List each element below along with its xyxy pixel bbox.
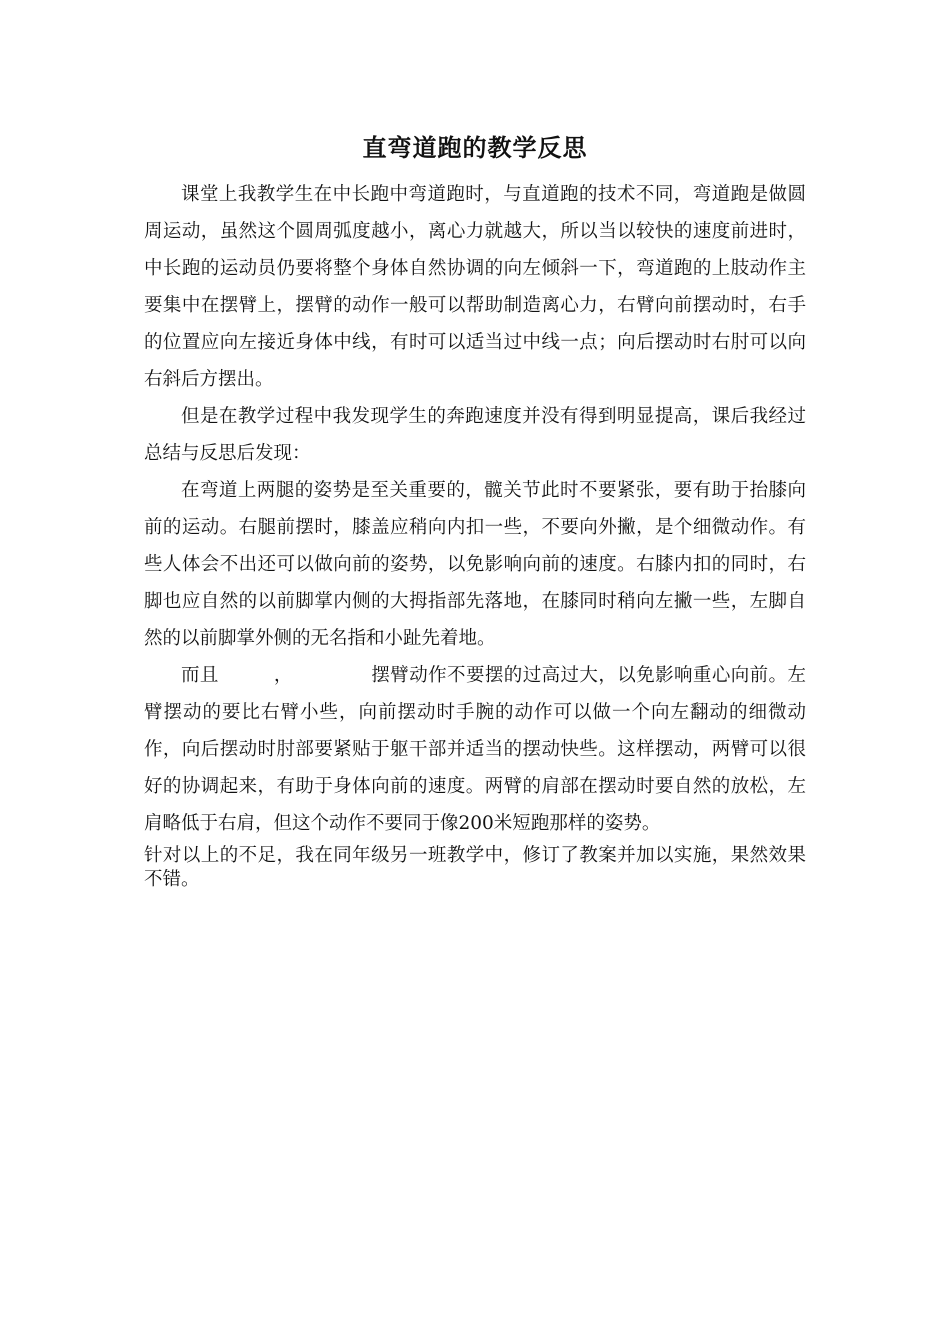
paragraph-teaching-observation: 但是在教学过程中我发现学生的奔跑速度并没有得到明显提高，课后我经过总结与反思后发现： <box>144 406 806 464</box>
arm-paragraph-comma: ， <box>273 665 293 686</box>
paragraph-leg-posture: 在弯道上两腿的姿势是至关重要的，髋关节此时不要紧张，要有助于抬膝向前的运动。右腿前摆时，膝盖应稍向内扣一些，不要向外撇，是个细微动作。有些人体会不出还可以做向前的姿势，以免影响向前的速度。右膝内扣的同时，右脚也应自然的以前脚掌内侧的大拇指部先落地，在膝同时稍向左撇一些，左脚自然的以前脚掌外侧的无名指和小趾先着地。 <box>144 480 806 649</box>
arm-paragraph-body: 摆臂动作不要摆的过高过大，以免影响重心向前。左臂摆动的要比右臂小些，向前摆动时手腕的动作可以做一个向左翻动的细微动作，向后摆动时肘部要紧贴于躯干部并适当的摆动快些。这样摆动，两臂可以很好的协调起来，有助于身体向前的速度。两臂的肩部在摆动时要自然的放松，左肩略低于右肩，但这个动作不要同于像200米短跑那样的姿势。 <box>144 665 806 834</box>
paragraph-conclusion: 针对以上的不足，我在同年级另一班教学中，修订了教案并加以实施，果然效果不错。 <box>144 845 806 890</box>
document-title: 直弯道跑的教学反思 <box>362 133 588 162</box>
paragraph-curve-running-technique: 课堂上我教学生在中长跑中弯道跑时，与直道跑的技术不同，弯道跑是做圆周运动，虽然这个圆周弧度越小，离心力就越大，所以当以较快的速度前进时，中长跑的运动员仍要将整个身体自然协调的向左倾斜一下，弯道跑的上肢动作主要集中在摆臂上，摆臂的动作一般可以帮助制造离心力，右臂向前摆动时，右手的位置应向左接近身体中线，有时可以适当过中线一点；向后摆动时右肘可以向右斜后方摆出。 <box>144 184 806 390</box>
document-body <box>144 128 806 892</box>
arm-paragraph-lead: 而且 <box>181 665 219 686</box>
paragraph-arm-swing <box>144 657 806 842</box>
